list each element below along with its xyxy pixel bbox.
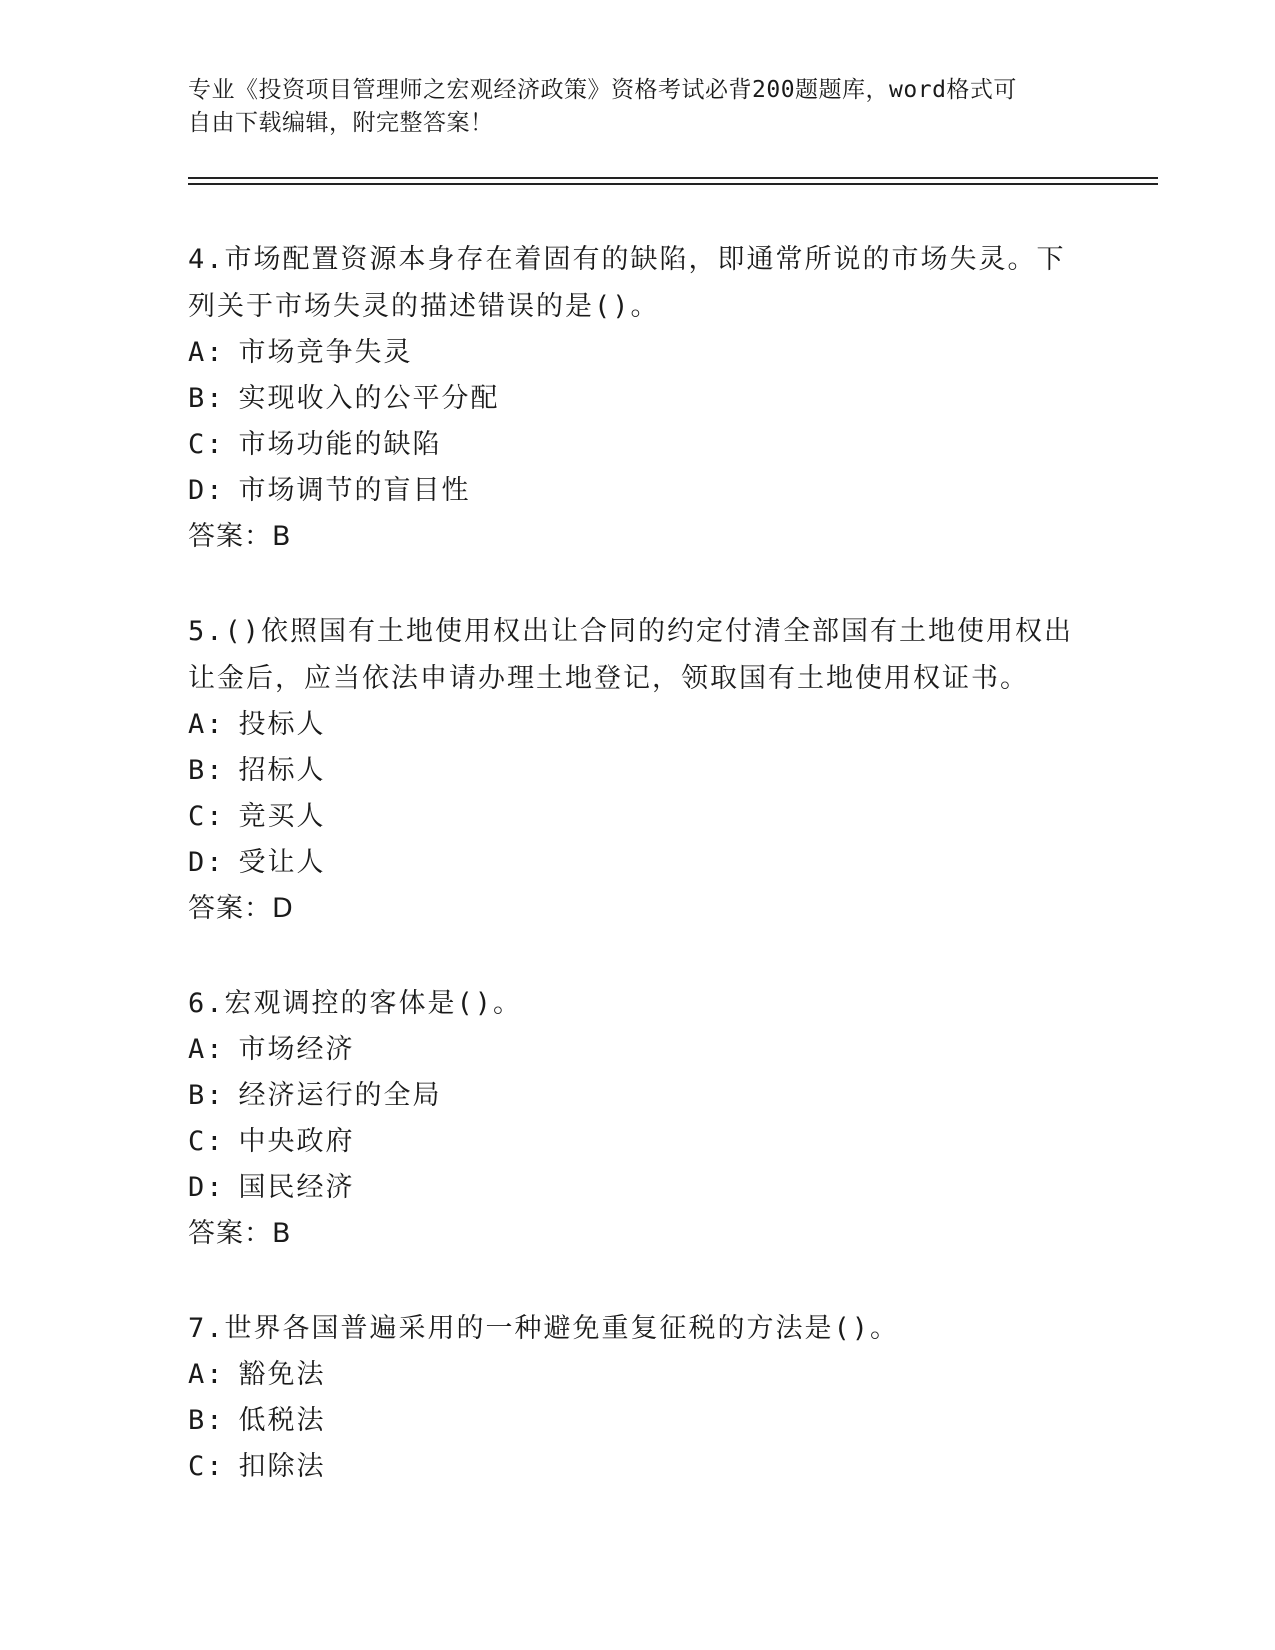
option-a: A: 市场经济: [188, 1034, 355, 1065]
question-text-line: 4.市场配置资源本身存在着固有的缺陷，即通常所说的市场失灵。下: [188, 244, 1066, 275]
document-header: [188, 74, 1078, 140]
option-b: B: 招标人: [188, 755, 326, 786]
question-5: [188, 608, 1088, 932]
option-b: B: 实现收入的公平分配: [188, 383, 500, 414]
option-d: D: 国民经济: [188, 1172, 355, 1203]
option-a: A: 投标人: [188, 709, 326, 740]
question-text-line: 5.()依照国有土地使用权出让合同的约定付清全部国有土地使用权出: [188, 616, 1074, 647]
answer: 答案：B: [188, 1218, 292, 1249]
header-rule-bottom: [188, 183, 1158, 185]
option-c: C: 竞买人: [188, 801, 326, 832]
option-b: B: 经济运行的全局: [188, 1080, 442, 1111]
answer: 答案：B: [188, 521, 292, 552]
header-line-1: 专业《投资项目管理师之宏观经济政策》资格考试必背200题题库，word格式可: [188, 77, 1017, 103]
question-text-line: 让金后，应当依法申请办理土地登记，领取国有土地使用权证书。: [188, 663, 1029, 694]
option-c: C: 扣除法: [188, 1451, 326, 1482]
question-text-line: 7.世界各国普遍采用的一种避免重复征税的方法是()。: [188, 1313, 900, 1344]
question-list: [188, 236, 1088, 1538]
option-d: D: 受让人: [188, 847, 326, 878]
option-b: B: 低税法: [188, 1405, 326, 1436]
question-text-line: 6.宏观调控的客体是()。: [188, 988, 523, 1019]
header-line-2: 自由下载编辑，附完整答案！: [188, 110, 494, 136]
option-a: A: 豁免法: [188, 1359, 326, 1390]
question-7: [188, 1305, 1088, 1490]
answer: 答案：D: [188, 893, 294, 924]
header-rule-top: [188, 177, 1158, 179]
question-6: [188, 980, 1088, 1257]
option-c: C: 市场功能的缺陷: [188, 429, 442, 460]
option-a: A: 市场竞争失灵: [188, 337, 413, 368]
question-4: [188, 236, 1088, 560]
option-c: C: 中央政府: [188, 1126, 355, 1157]
question-text-line: 列关于市场失灵的描述错误的是()。: [188, 291, 660, 322]
option-d: D: 市场调节的盲目性: [188, 475, 471, 506]
